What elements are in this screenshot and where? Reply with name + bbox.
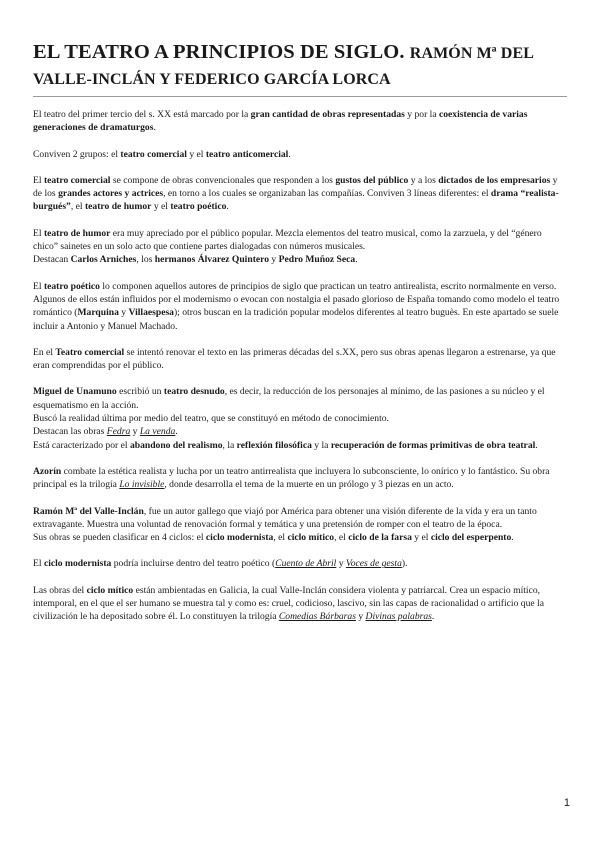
- link-voces-de-gesta[interactable]: Voces de gesta: [345, 558, 402, 570]
- link-la-venda[interactable]: La venda: [139, 426, 176, 438]
- paragraph-commercial-theatre: El teatro comercial se compone de obras convencionales que responden a los gustos del público y a los dictados de los empresarios y de los grandes actores y actrices, en torno a los cuales se organizaban las compañías. Conviven 3 líneas diferentes: el drama “realista-burgués”, el teatro de humor y el teatro poético.: [33, 174, 559, 213]
- link-cuento-de-abril[interactable]: Cuento de Abril: [275, 558, 337, 570]
- paragraph-humor-theatre: El teatro de humor era muy apreciado por el público popular. Mezcla elementos del teatro musical, como la zarzuela, y del “género chico” sainetes en un solo acto que contiene partes dialogadas con números musicales. Destacan Carlos Arniches, los hermanos Álvarez Quintero y Pedro Muñoz Seca.: [33, 227, 542, 266]
- paragraph-unamuno: Miguel de Unamuno escribió un teatro desnudo, es decir, la reducción de los personajes al mínimo, de las pasiones a su núcleo y el esquematismo en la acción. Buscó la realidad última por medio del teatro, que se constituyó en método de conocimiento. Destacan las obras Fedra y La venda. Está caracterizado por el abandono del realismo, la reflexión filosófica y la recuperación de formas primitivas de obra teatral.: [33, 386, 545, 451]
- paragraph-mythic-cycle: Las obras del ciclo mítico están ambientadas en Galicia, la cual Valle-Inclán considera violenta y patriarcal. Crea un espacio mítico, intemporal, en el que el ser humano se muestra tal y como es: cruel, codicioso, lascivo, sin las capas de racionalidad o artificio que la civilización le ha depositado sobre él. Lo constituyen la trilogía Comedias Bárbaras y Divinas palabras.: [33, 584, 544, 623]
- document-body: [33, 108, 567, 624]
- link-divinas-palabras[interactable]: Divinas palabras: [365, 611, 432, 623]
- title-divider: [33, 96, 567, 97]
- paragraph-intro: El teatro del primer tercio del s. XX está marcado por la gran cantidad de obras representadas y por la coexistencia de varias generaciones de dramaturgos.: [33, 109, 528, 134]
- document-page: [33, 40, 567, 637]
- link-lo-invisible[interactable]: Lo invisible: [119, 479, 165, 491]
- paragraph-poetic-theatre: El teatro poético lo componen aquellos autores de principios de siglo que practican un teatro antirealista, escrito normalmente en verso. Algunos de ellos están influidos por el modernismo o evocan con nostalgia el pasado glorioso de España tomando como modelo el teatro romántico (Marquina y Villaespesa); otros buscan en la tradición popular modelos diferentes al teatro buguès. En este apartado se suele incluir a Antonio y Manuel Machado.: [33, 280, 560, 332]
- page-number: 1: [563, 797, 570, 809]
- paragraph-modernist-cycle: El ciclo modernista podría incluirse dentro del teatro poético (Cuento de Abril y Voces de gesta).: [33, 558, 408, 570]
- document-title: [33, 40, 567, 92]
- paragraph-groups: Conviven 2 grupos: el teatro comercial y el teatro anticomercial.: [33, 148, 291, 160]
- link-fedra[interactable]: Fedra: [106, 426, 131, 438]
- paragraph-renovation: En el Teatro comercial se intentó renovar el texto en las primeras décadas del s.XX, pero sus obras apenas llegaron a estrenarse, ya que eran comprendidas por el público.: [33, 346, 556, 372]
- title-main: EL TEATRO A PRINCIPIOS DE SIGLO.: [33, 41, 405, 63]
- link-comedias-barbaras[interactable]: Comedias Bárbaras: [278, 611, 356, 623]
- paragraph-azorin: Azorín combate la estética realista y lucha por un teatro antirrealista que incluyera lo subconsciente, lo onírico y lo fantástico. Su obra principal es la trilogía Lo invisible, donde desarrolla el tema de la muerte en un prólogo y 3 piezas en un acto.: [33, 465, 550, 491]
- title-subtitle: RAMÓN Mª DEL VALLE-INCLÁN Y FEDERICO GARCÍA LORCA: [33, 45, 534, 88]
- paragraph-valle-inclan: Ramón Mª del Valle-Inclán, fue un autor gallego que viajó por América para obtener una visión diferente de la vida y era un tanto extravagante. Muestra una voluntad de renovación formal y temática y una pretensión de romper con el teatro de la época. Sus obras se pueden clasificar en 4 ciclos: el ciclo modernista, el ciclo mítico, el ciclo de la farsa y el ciclo del esperpento.: [33, 505, 537, 544]
